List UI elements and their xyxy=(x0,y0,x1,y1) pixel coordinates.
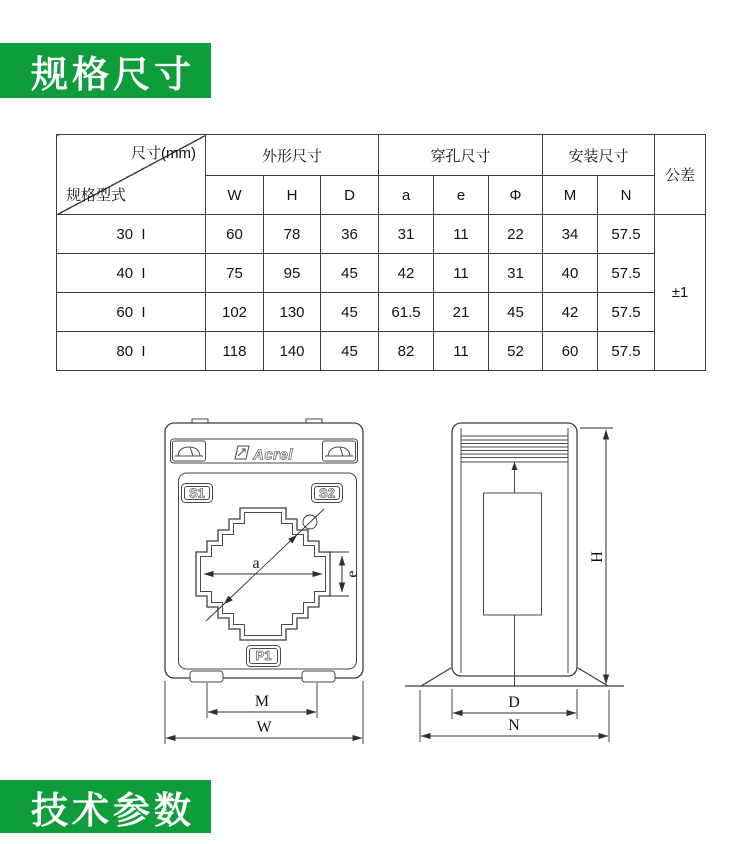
value-cell: 57.5 xyxy=(598,254,655,293)
value-cell: 52 xyxy=(489,332,543,371)
value-cell: 31 xyxy=(379,215,434,254)
value-cell: 130 xyxy=(264,293,321,332)
value-cell: 57.5 xyxy=(598,293,655,332)
value-cell: 75 xyxy=(206,254,264,293)
table-row xyxy=(57,293,706,332)
col-header-D: D xyxy=(321,176,379,215)
table-row xyxy=(57,254,706,293)
value-cell: 22 xyxy=(489,215,543,254)
tolerance-value-cell: ±1 xyxy=(655,215,706,371)
side-view-drawing xyxy=(405,423,624,742)
value-cell: 31 xyxy=(489,254,543,293)
col-header-a: a xyxy=(379,176,434,215)
value-cell: 102 xyxy=(206,293,264,332)
dim-d-label: D xyxy=(508,694,520,711)
s2-text: S2 xyxy=(319,485,335,501)
value-cell: 95 xyxy=(264,254,321,293)
dim-e-label: e xyxy=(344,570,361,578)
value-cell: 45 xyxy=(321,332,379,371)
table-row xyxy=(57,215,706,254)
value-cell: 118 xyxy=(206,332,264,371)
value-cell: 82 xyxy=(379,332,434,371)
dimension-drawings xyxy=(0,400,750,780)
col-header-W: W xyxy=(206,176,264,215)
brand-label: Acrel xyxy=(253,446,294,464)
value-cell: 57.5 xyxy=(598,332,655,371)
table-row xyxy=(57,332,706,371)
value-cell: 45 xyxy=(321,254,379,293)
group-header-mounting: 安装尺寸 xyxy=(543,135,655,176)
dim-a-label: a xyxy=(252,555,260,572)
section-header-tech-label: 技术参数 xyxy=(31,789,195,831)
model-cell: 30 I xyxy=(57,215,206,254)
value-cell: 60 xyxy=(543,332,598,371)
model-cell: 40 I xyxy=(57,254,206,293)
value-cell: 140 xyxy=(264,332,321,371)
base-flare xyxy=(421,668,451,686)
value-cell: 21 xyxy=(434,293,489,332)
group-header-hole: 穿孔尺寸 xyxy=(379,135,543,176)
value-cell: 78 xyxy=(264,215,321,254)
value-cell: 42 xyxy=(543,293,598,332)
col-header-M: M xyxy=(543,176,598,215)
mounting-foot xyxy=(302,671,335,682)
section-header-tech-params xyxy=(0,780,211,833)
core-block xyxy=(484,493,542,615)
value-cell: 34 xyxy=(543,215,598,254)
value-cell: 61.5 xyxy=(379,293,434,332)
value-cell: 42 xyxy=(379,254,434,293)
model-cell: 80 I xyxy=(57,332,206,371)
col-header-e: e xyxy=(434,176,489,215)
front-view-drawing xyxy=(165,419,363,744)
value-cell: 36 xyxy=(321,215,379,254)
dim-n-label: N xyxy=(508,717,520,734)
value-cell: 57.5 xyxy=(598,215,655,254)
col-header-N: N xyxy=(598,176,655,215)
corner-header-cell xyxy=(57,135,206,215)
value-cell: 11 xyxy=(434,254,489,293)
value-cell: 11 xyxy=(434,215,489,254)
section-header-specs xyxy=(0,43,211,98)
col-header-H: H xyxy=(264,176,321,215)
dim-m-label: M xyxy=(254,693,270,710)
value-cell: 60 xyxy=(206,215,264,254)
dim-h-label: H xyxy=(589,551,606,563)
tolerance-header: 公差 xyxy=(655,135,706,215)
value-cell: 45 xyxy=(489,293,543,332)
dim-w-label: W xyxy=(256,719,272,736)
value-cell: 40 xyxy=(543,254,598,293)
corner-model-label: 规格型式 xyxy=(66,187,127,204)
corner-dimension-label: 尺寸(mm) xyxy=(131,145,196,162)
value-cell: 45 xyxy=(321,293,379,332)
value-cell: 11 xyxy=(434,332,489,371)
mounting-foot xyxy=(190,671,223,682)
s1-text: S1 xyxy=(189,485,205,501)
section-header-specs-label: 规格尺寸 xyxy=(31,53,195,95)
model-cell: 60 I xyxy=(57,293,206,332)
p1-text: P1 xyxy=(255,648,272,663)
base-flare xyxy=(578,668,608,686)
col-header-phi: Φ xyxy=(489,176,543,215)
group-header-outline: 外形尺寸 xyxy=(206,135,379,176)
spec-table xyxy=(56,134,706,371)
